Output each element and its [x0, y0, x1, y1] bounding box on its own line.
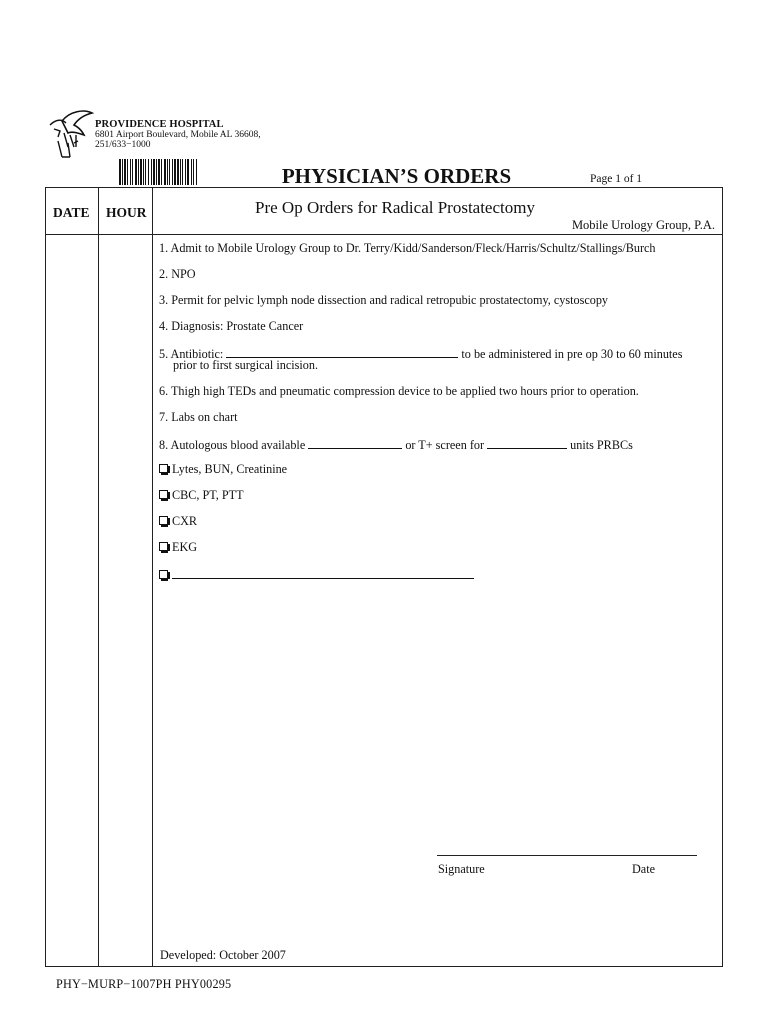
signature-line[interactable]	[437, 855, 697, 856]
date-column-divider	[98, 187, 99, 967]
page-indicator: Page 1 of 1	[590, 173, 643, 185]
hospital-logo-icon	[48, 107, 94, 159]
hospital-address	[95, 130, 261, 150]
cxr-label: CXR	[172, 514, 198, 528]
lytes-label: Lytes, BUN, Creatinine	[172, 462, 288, 476]
order-diagnosis: 4. Diagnosis: Prostate Cancer	[159, 319, 304, 333]
lab-option-ekg	[159, 541, 197, 555]
order-set-title: Pre Op Orders for Radical Prostatectomy	[255, 198, 535, 217]
ekg-label: EKG	[172, 540, 198, 554]
cxr-checkbox[interactable]	[159, 516, 168, 525]
order-autologous-blood	[159, 437, 633, 453]
hour-column-divider	[152, 187, 153, 967]
lytes-checkbox[interactable]	[159, 464, 168, 473]
antibiotic-timing: to be administered in pre op 30 to 60 minutes	[461, 347, 683, 361]
prbc-units-label: units PRBCs	[570, 438, 633, 452]
form-code: PHY−MURP−1007PH PHY00295	[56, 977, 232, 991]
lab-option-cxr	[159, 515, 197, 529]
autologous-blood-field[interactable]	[308, 437, 402, 449]
form-title: PHYSICIAN’S ORDERS	[281, 164, 512, 188]
antibiotic-label: 5. Antibiotic:	[159, 347, 224, 361]
hour-column-header: HOUR	[106, 205, 147, 220]
antibiotic-field[interactable]	[226, 346, 458, 358]
lab-option-lytes	[159, 463, 287, 477]
autologous-label: 8. Autologous blood available	[159, 438, 306, 452]
cbc-label: CBC, PT, PTT	[172, 488, 244, 502]
address-line-2: 251/633−1000	[95, 140, 151, 150]
order-npo: 2. NPO	[159, 267, 196, 281]
address-line-1: 6801 Airport Boulevard, Mobile AL 36608,	[95, 130, 261, 140]
order-permit: 3. Permit for pelvic lymph node dissection and radical retropubic prostatectomy, cystoscopy	[159, 293, 609, 307]
header-row-divider	[45, 234, 723, 235]
other-lab-field[interactable]	[172, 567, 474, 579]
cbc-checkbox[interactable]	[159, 490, 168, 499]
signature-label: Signature	[438, 862, 485, 876]
lab-option-other	[159, 567, 474, 583]
other-checkbox[interactable]	[159, 570, 168, 579]
barcode-icon	[119, 159, 237, 185]
signature-date-label: Date	[632, 862, 656, 876]
prbc-units-field[interactable]	[487, 437, 567, 449]
date-column-header: DATE	[53, 205, 90, 220]
ekg-checkbox[interactable]	[159, 542, 168, 551]
hospital-name: PROVIDENCE HOSPITAL	[95, 119, 224, 130]
order-admit: 1. Admit to Mobile Urology Group to Dr. Terry/Kidd/Sanderson/Fleck/Harris/Schultz/Stallings/Burch	[159, 241, 656, 255]
screen-label: or T+ screen for	[405, 438, 485, 452]
lab-option-cbc	[159, 489, 244, 503]
antibiotic-timing-cont: prior to first surgical incision.	[173, 358, 318, 372]
developed-date: Developed: October 2007	[160, 948, 286, 962]
order-teds: 6. Thigh high TEDs and pneumatic compression device to be applied two hours prior to operation.	[159, 384, 639, 398]
order-labs: 7. Labs on chart	[159, 410, 238, 424]
practice-group: Mobile Urology Group, P.A.	[571, 218, 715, 232]
